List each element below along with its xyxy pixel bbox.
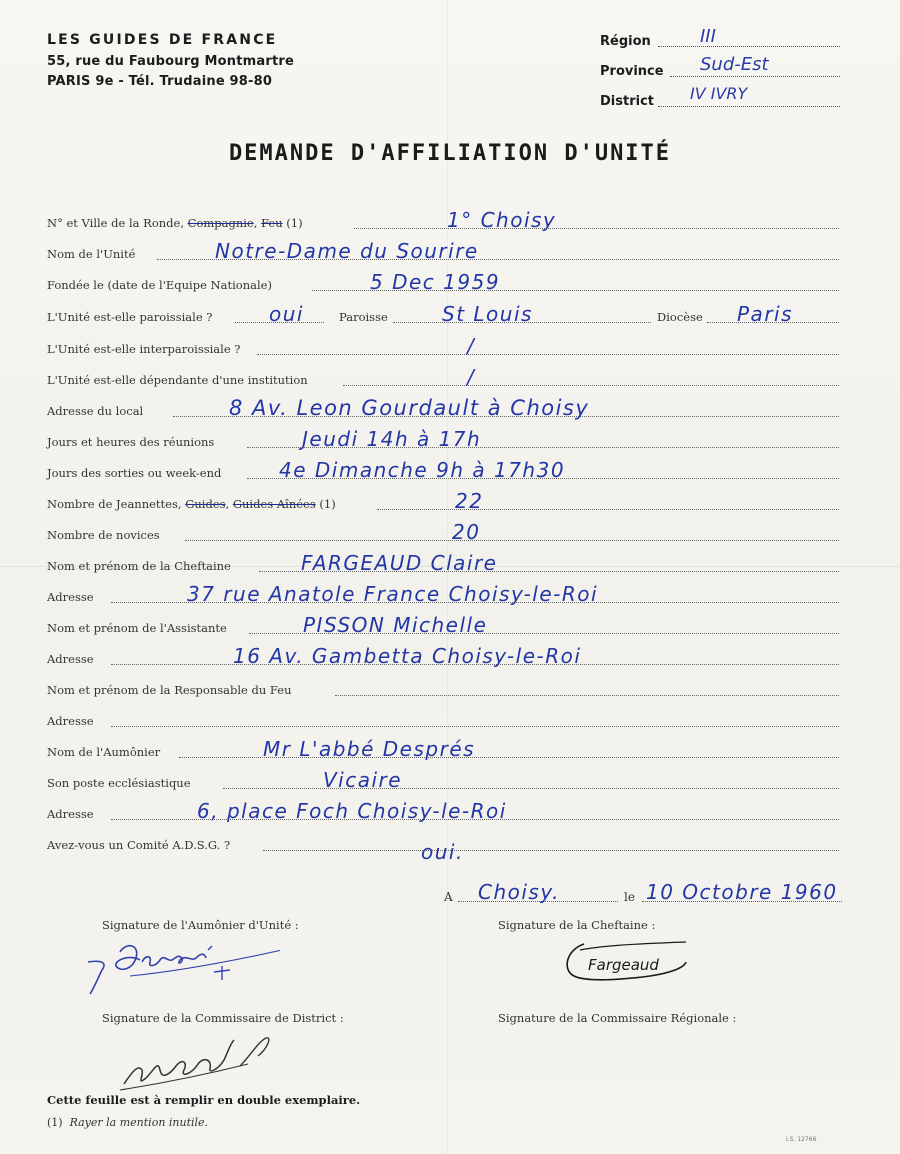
- org-city-phone: PARIS 9e - Tél. Trudaine 98-80: [47, 74, 273, 89]
- dotline: [223, 788, 839, 789]
- dotline: [377, 509, 839, 510]
- place-date-line: [444, 880, 844, 906]
- signature-commissaire-district-label: Signature de la Commissaire de District :: [102, 1011, 344, 1025]
- field-ronde: [47, 210, 839, 232]
- field-ronde-value[interactable]: 1° Choisy: [447, 208, 557, 232]
- org-address: 55, rue du Faubourg Montmartre: [47, 54, 295, 69]
- field-nombre: [47, 491, 839, 513]
- field-fondee: [47, 272, 839, 294]
- dotline: [335, 695, 839, 696]
- dotline: [343, 385, 839, 386]
- footer-note-double: Cette feuille est à remplir en double exemplaire.: [47, 1093, 361, 1107]
- region-dotline: [658, 46, 840, 47]
- field-adresse-feu: [47, 708, 839, 730]
- field-sorties-value[interactable]: 4e Dimanche 9h à 17h30: [279, 458, 566, 482]
- field-paroissiale: [47, 304, 839, 326]
- field-adresse-local-label: Adresse du local: [47, 404, 144, 418]
- field-sorties-label: Jours des sorties ou week-end: [47, 466, 222, 480]
- field-comite-value[interactable]: oui.: [421, 840, 464, 864]
- field-ronde-label: N° et Ville de la Ronde, Compagnie, Feu (1): [47, 216, 303, 230]
- field-adresse-aumonier-value[interactable]: 6, place Foch Choisy-le-Roi: [197, 799, 507, 823]
- field-institution-value[interactable]: /: [467, 365, 476, 389]
- field-adresse-aumonier-label: Adresse: [47, 807, 94, 821]
- field-assistante-label: Nom et prénom de l'Assistante: [47, 621, 227, 635]
- province-dotline: [670, 76, 840, 77]
- dotline: [185, 540, 839, 541]
- field-poste-label: Son poste ecclésiastique: [47, 776, 191, 790]
- district-label: District: [600, 94, 654, 109]
- field-aumonier-label: Nom de l'Aumônier: [47, 745, 161, 759]
- signature-aumonier-label: Signature de l'Aumônier d'Unité :: [102, 918, 299, 932]
- field-adresse-assistante: [47, 646, 839, 668]
- field-aumonier-value[interactable]: Mr L'abbé Després: [263, 737, 476, 761]
- district-dotline: [658, 106, 840, 107]
- field-responsable-feu-label: Nom et prénom de la Responsable du Feu: [47, 683, 292, 697]
- dotline: [111, 726, 839, 727]
- signature-aumonier: [80, 932, 280, 1002]
- field-adresse-assistante-label: Adresse: [47, 652, 94, 666]
- field-adresse-cheftaine: [47, 584, 839, 606]
- field-reunions-label: Jours et heures des réunions: [47, 435, 215, 449]
- signature-cheftaine-text: Fargeaud: [588, 956, 659, 974]
- place-a-label: A: [444, 890, 453, 904]
- field-institution-label: L'Unité est-elle dépendante d'une institution: [47, 373, 308, 387]
- province-label: Province: [600, 64, 664, 79]
- field-novices-value[interactable]: 20: [452, 520, 481, 544]
- field-diocese-value[interactable]: Paris: [737, 302, 794, 326]
- field-nom-unite: [47, 241, 839, 263]
- paper-fold-vertical: [447, 0, 448, 1154]
- date-le-label: le: [624, 890, 635, 904]
- signature-cheftaine: [560, 936, 700, 988]
- signature-commissaire-regionale-label: Signature de la Commissaire Régionale :: [498, 1011, 737, 1025]
- field-interparoissiale-label: L'Unité est-elle interparoissiale ?: [47, 342, 241, 356]
- dotline: [257, 354, 839, 355]
- form-reference: I.S. 12766: [786, 1136, 817, 1143]
- region-label: Région: [600, 34, 651, 49]
- field-nom-unite-value[interactable]: Notre-Dame du Sourire: [215, 239, 479, 263]
- field-nombre-label: Nombre de Jeannettes, Guides, Guides Aînées (1): [47, 497, 336, 511]
- field-nombre-value[interactable]: 22: [455, 489, 484, 513]
- region-value[interactable]: III: [700, 26, 716, 47]
- field-paroisse-value[interactable]: St Louis: [442, 302, 533, 326]
- field-cheftaine-label: Nom et prénom de la Cheftaine: [47, 559, 231, 573]
- field-cheftaine: [47, 553, 839, 575]
- field-novices-label: Nombre de novices: [47, 528, 160, 542]
- field-adresse-assistante-value[interactable]: 16 Av. Gambetta Choisy-le-Roi: [233, 644, 582, 668]
- field-comite: [47, 832, 839, 864]
- field-sorties: [47, 460, 839, 482]
- field-institution: [47, 367, 839, 389]
- field-fondee-label: Fondée le (date de l'Equipe Nationale): [47, 278, 272, 292]
- field-responsable-feu: [47, 677, 839, 699]
- field-assistante-value[interactable]: PISSON Michelle: [303, 613, 488, 637]
- field-adresse-local-value[interactable]: 8 Av. Leon Gourdault à Choisy: [229, 396, 590, 420]
- field-adresse-local: [47, 398, 839, 420]
- district-value[interactable]: IV IVRY: [690, 84, 748, 103]
- field-adresse-feu-label: Adresse: [47, 714, 94, 728]
- field-paroissiale-label: L'Unité est-elle paroissiale ?: [47, 310, 213, 324]
- field-comite-label: Avez-vous un Comité A.D.S.G. ?: [47, 838, 231, 852]
- dotline: [263, 850, 839, 851]
- footer-note-rayer: [47, 1116, 208, 1129]
- footnote-text: Rayer la mention inutile.: [69, 1116, 209, 1129]
- field-fondee-value[interactable]: 5 Dec 1959: [370, 270, 501, 294]
- field-interparoissiale-value[interactable]: /: [467, 334, 476, 358]
- field-poste: [47, 770, 839, 792]
- field-cheftaine-value[interactable]: FARGEAUD Claire: [301, 551, 498, 575]
- field-poste-value[interactable]: Vicaire: [323, 768, 403, 792]
- place-value[interactable]: Choisy.: [478, 880, 560, 904]
- field-aumonier: [47, 739, 839, 761]
- organization-header: [47, 32, 294, 94]
- field-reunions-value[interactable]: Jeudi 14h à 17h: [302, 427, 482, 451]
- field-diocese-label: Diocèse: [657, 310, 703, 324]
- region-box: [600, 26, 840, 120]
- signature-cheftaine-label: Signature de la Cheftaine :: [498, 918, 656, 932]
- field-adresse-cheftaine-value[interactable]: 37 rue Anatole France Choisy-le-Roi: [187, 582, 599, 606]
- field-paroissiale-value[interactable]: oui: [269, 302, 304, 326]
- field-nom-unite-label: Nom de l'Unité: [47, 247, 136, 261]
- form-title: DEMANDE D'AFFILIATION D'UNITÉ: [228, 141, 672, 166]
- field-interparoissiale: [47, 336, 839, 358]
- field-assistante: [47, 615, 839, 637]
- province-value[interactable]: Sud-Est: [700, 54, 769, 75]
- org-name: LES GUIDES DE FRANCE: [47, 32, 278, 48]
- field-novices: [47, 522, 839, 544]
- field-reunions: [47, 429, 839, 451]
- field-paroisse-label: Paroisse: [339, 310, 388, 324]
- footnote-number: (1): [47, 1116, 63, 1129]
- district-row: [600, 84, 840, 120]
- field-adresse-cheftaine-label: Adresse: [47, 590, 94, 604]
- date-value[interactable]: 10 Octobre 1960: [646, 880, 838, 904]
- dotline: [354, 228, 839, 229]
- field-adresse-aumonier: [47, 801, 839, 823]
